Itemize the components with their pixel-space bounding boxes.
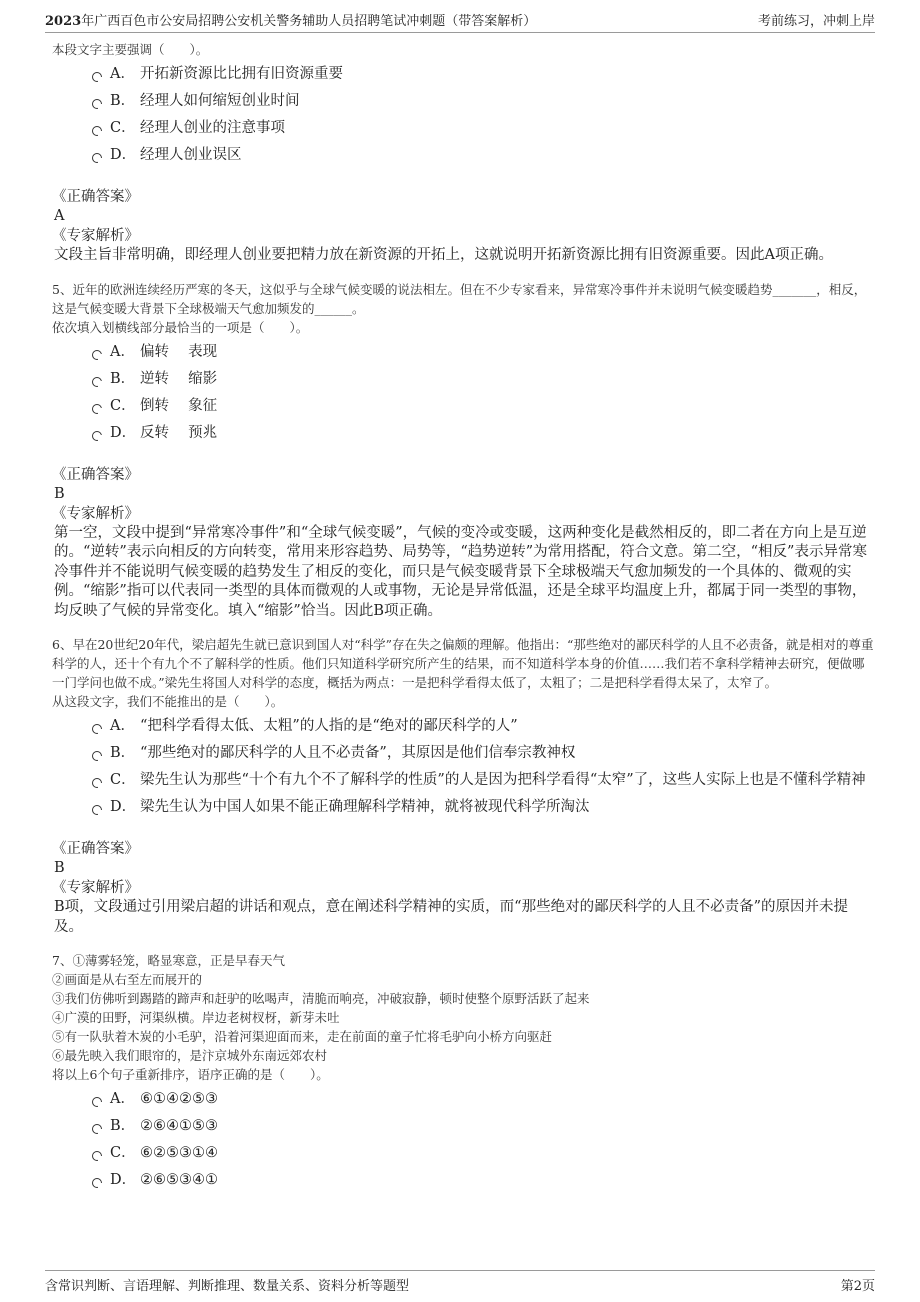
- radio-icon[interactable]: [92, 805, 102, 815]
- option-a[interactable]: A． 偏转 表现: [92, 341, 875, 363]
- option-b[interactable]: B． 经理人如何缩短创业时间: [92, 90, 875, 112]
- radio-icon[interactable]: [92, 350, 102, 360]
- radio-icon[interactable]: [92, 1178, 102, 1188]
- option-c[interactable]: C． ⑥②⑤③①④: [92, 1142, 875, 1164]
- question-prompt: 从这段文字，我们不能推出的是（ ）。: [52, 694, 284, 709]
- radio-icon[interactable]: [92, 99, 102, 109]
- radio-icon[interactable]: [92, 778, 102, 788]
- option-b[interactable]: B． “那些绝对的鄙厌科学的人且不必责备”，其原因是他们信奉宗教神权: [92, 742, 875, 764]
- question-stem: 6、早在20世纪20年代，梁启超先生就已意识到国人对“科学”存在失之偏颇的理解。他指出：“那些绝对的鄙厌科学的人且不必责备，就是相对的尊重科学的人，还十个有九个不了解科学的性质。他们只知道科学研究所产生的结果，而不知道科学本身的价值……我们若不拿科学精神去研究，便做哪一门学问也做不成。”梁先生将国人对科学的态度，概括为两点：一是把科学看得太低了，太粗了；二是把科学看得太呆了，太窄了。: [52, 637, 874, 690]
- radio-icon[interactable]: [92, 404, 102, 414]
- answer-value: B: [54, 485, 65, 502]
- question-7: [52, 951, 875, 1191]
- answer-value: A: [54, 208, 65, 224]
- page-header: [45, 10, 875, 33]
- option-d[interactable]: D． ②⑥⑤③④①: [92, 1169, 875, 1191]
- option-b[interactable]: B． ②⑥④①⑤③: [92, 1115, 875, 1137]
- answer-label: 《正确答案》: [52, 466, 139, 483]
- radio-icon[interactable]: [92, 72, 102, 82]
- analysis-label: 《专家解析》: [52, 880, 139, 896]
- page-content: [52, 40, 875, 1196]
- option-a[interactable]: A． 开拓新资源比比拥有旧资源重要: [92, 63, 875, 85]
- analysis-label: 《专家解析》: [52, 228, 139, 244]
- radio-icon[interactable]: [92, 1097, 102, 1107]
- question-stem: 5、近年的欧洲连续经历严寒的冬天，这似乎与全球气候变暖的说法相左。但在不少专家看来，异常寒冷事件并未说明气候变暖趋势_______，相反，这是气候变暖大背景下全球极端天气愈加频发的______。: [52, 281, 867, 316]
- radio-icon[interactable]: [92, 751, 102, 761]
- option-b[interactable]: B． 逆转 缩影: [92, 368, 875, 390]
- option-list: [92, 63, 875, 166]
- option-a[interactable]: A． “把科学看得太低、太粗”的人指的是“绝对的鄙厌科学的人”: [92, 715, 875, 737]
- document-title: 2023年广西百色市公安局招聘公安机关警务辅助人员招聘笔试冲刺题（带答案解析）: [45, 14, 537, 29]
- radio-icon[interactable]: [92, 724, 102, 734]
- option-a[interactable]: A． ⑥①④②⑤③: [92, 1088, 875, 1110]
- answer-label: 《正确答案》: [52, 189, 139, 205]
- sentence-line: ⑥最先映入我们眼帘的，是汴京城外东南远郊农村: [52, 1048, 328, 1063]
- footer-topics: 含常识判断、言语理解、判断推理、数量关系、资料分析等题型: [45, 1278, 410, 1294]
- sentence-line: ③我们仿佛听到踢踏的蹄声和赶驴的吆喝声，清脆而响亮，冲破寂静，顿时使整个原野活跃了起来: [52, 991, 590, 1006]
- option-list: [92, 341, 875, 444]
- question-prompt: 将以上6个句子重新排序，语序正确的是（ ）。: [52, 1067, 329, 1082]
- answer-label: 《正确答案》: [52, 841, 139, 857]
- analysis-text: B项，文段通过引用梁启超的讲话和观点，意在阐述科学精神的实质，而“那些绝对的鄙厌科学的人且不必责备”的原因并未提及。: [54, 899, 848, 935]
- radio-icon[interactable]: [92, 1151, 102, 1161]
- sentence-line: ⑤有一队驮着木炭的小毛驴，沿着河渠迎面而来，走在前面的童子忙将毛驴向小桥方向驱赶: [52, 1029, 553, 1044]
- option-list: [92, 1088, 875, 1191]
- sentence-line: 7、①薄雾轻笼，略显寒意，正是早春天气: [52, 953, 285, 968]
- question-4: [52, 40, 875, 266]
- question-stem: 本段文字主要强调（ ）。: [52, 42, 209, 57]
- question-5: [52, 280, 875, 622]
- option-d[interactable]: D． 反转 预兆: [92, 422, 875, 444]
- question-prompt: 依次填入划横线部分最恰当的一项是（ ）。: [52, 319, 309, 335]
- radio-icon[interactable]: [92, 1124, 102, 1134]
- analysis-label: 《专家解析》: [52, 505, 139, 522]
- radio-icon[interactable]: [92, 377, 102, 387]
- analysis-text: 第一空，文段中提到“异常寒冷事件”和“全球气候变暖”，气候的变冷或变暖，这两种变化是截然相反的，即二者在方向上是互逆的。“逆转”表示向相反的方向转变，常用来形容趋势、局势等，“趋势逆转”为常用搭配，符合文意。第二空，“相反”表示异常寒冷事件并不能说明气候变暖的趋势发生了相反的变化，而只是气候变暖背景下全球极端天气愈加频发的一个具体的、微观的实例。“缩影”指可以代表同一类型的具体而微观的人或事物，无论是异常低温，还是全球平均温度上升，都属于同一类型的事物，均反映了气候的异常变化。填入“缩影”恰当。因此B项正确。: [54, 524, 867, 619]
- page-number: 第2页: [840, 1278, 875, 1294]
- radio-icon[interactable]: [92, 431, 102, 441]
- option-list: [92, 715, 875, 818]
- analysis-text: 文段主旨非常明确，即经理人创业要把精力放在新资源的开拓上，这就说明开拓新资源比拥有旧资源重要。因此A项正确。: [54, 247, 833, 263]
- option-c[interactable]: C． 梁先生认为那些“十个有九个不了解科学的性质”的人是因为把科学看得“太窄”了，这些人实际上也是不懂科学精神: [92, 769, 875, 791]
- answer-value: B: [54, 860, 65, 876]
- radio-icon[interactable]: [92, 153, 102, 163]
- page-footer: [45, 1270, 875, 1295]
- sentence-line: ④广漠的田野，河渠纵横。岸边老树杈枒，新芽未吐: [52, 1010, 340, 1025]
- option-d[interactable]: D． 梁先生认为中国人如果不能正确理解科学精神，就将被现代科学所淘汰: [92, 796, 875, 818]
- question-6: [52, 635, 875, 937]
- radio-icon[interactable]: [92, 126, 102, 136]
- option-c[interactable]: C． 倒转 象征: [92, 395, 875, 417]
- header-slogan: 考前练习，冲刺上岸: [757, 14, 875, 29]
- sentence-line: ②画面是从右至左而展开的: [52, 972, 203, 987]
- option-c[interactable]: C． 经理人创业的注意事项: [92, 117, 875, 139]
- option-d[interactable]: D． 经理人创业误区: [92, 144, 875, 166]
